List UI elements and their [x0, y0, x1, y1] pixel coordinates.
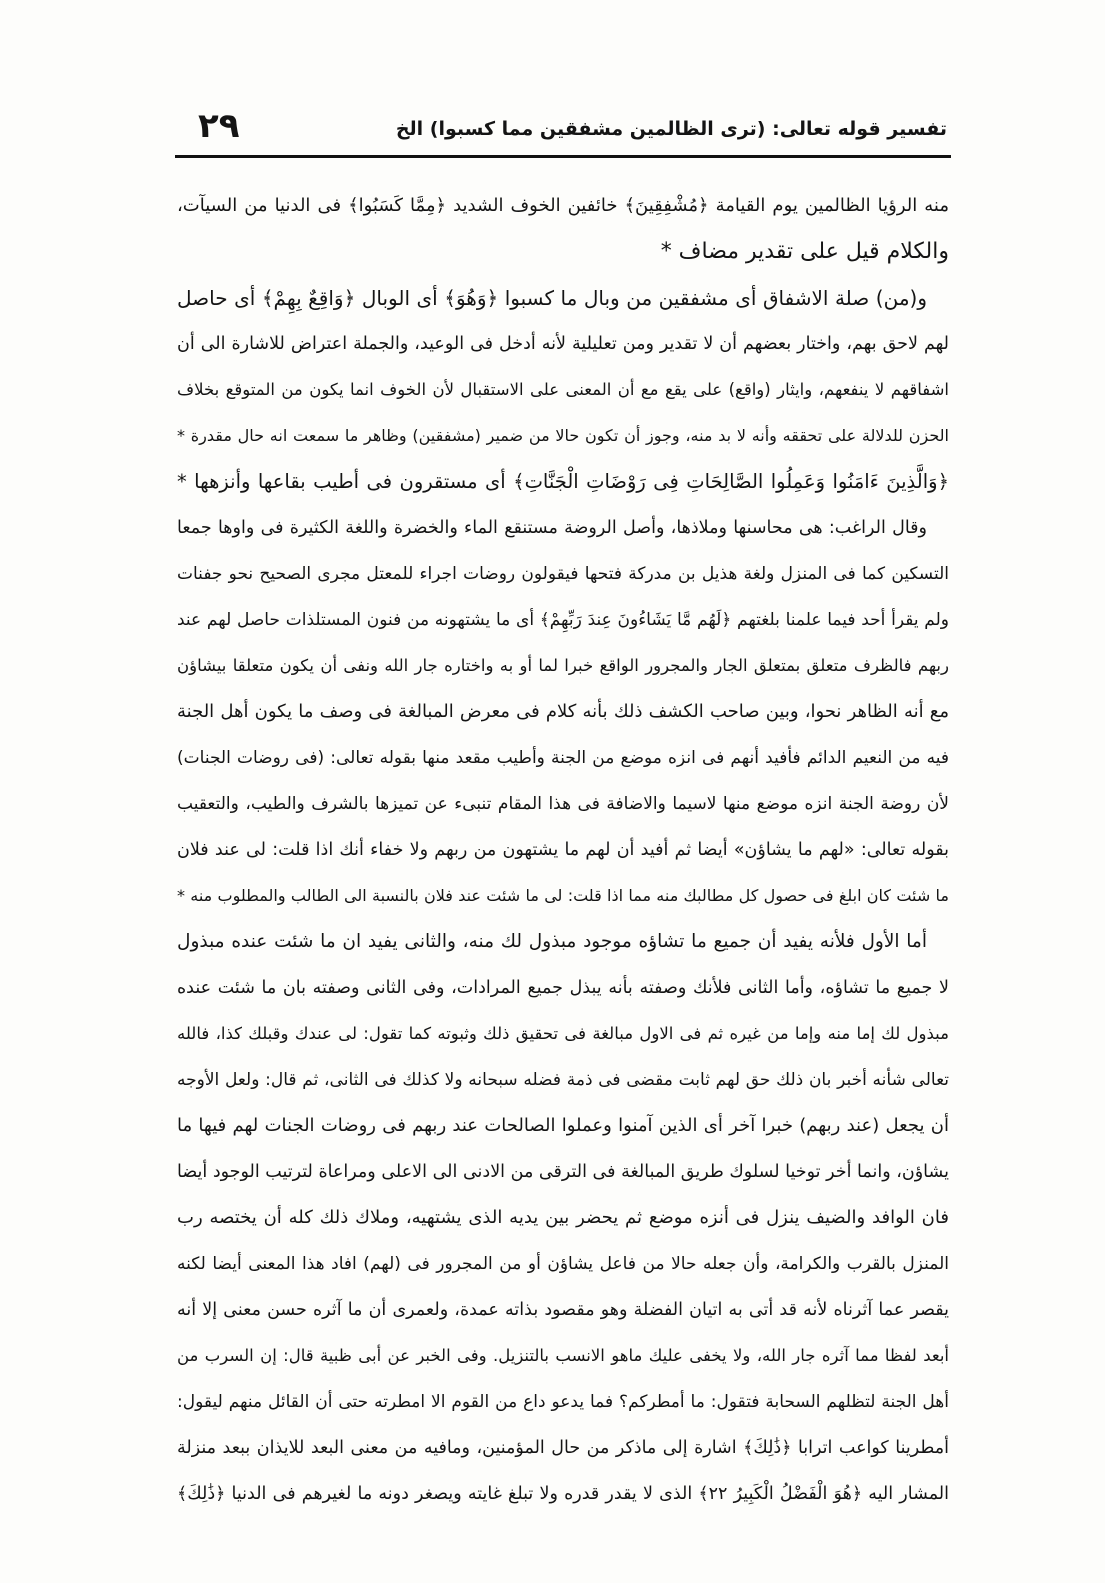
text-line: أن يجعل (عند ربهم) خبرا آخر أى الذين آمنوا وعملوا الصالحات عند ربهم فى روضات الجنات لهم فيها ما: [177, 1115, 949, 1136]
text-line: منه الرؤيا الظالمين يوم القيامة ﴿مُشْفِقِينَ﴾ خائفين الخوف الشديد ﴿مِمَّا كَسَبُوا﴾ فى الدنيا من السيآت،: [177, 195, 949, 216]
text-line: لا جميع ما تشاؤه، وأما الثانى فلأنك وصفته بأنه يبذل جميع المرادات، وفى الثانى وصفته بان ما شئت عنده: [177, 978, 949, 998]
text-line: المشار اليه ﴿هُوَ الْفَضْلُ الْكَبِيرُ ٢٢﴾ الذى لا يقدر قدره ولا تبلغ غايته ويصغر دونه ما لغيرهم فى الدنيا ﴿ذَٰلِكَ﴾: [177, 1484, 949, 1504]
text-line: التسكين كما فى المنزل ولغة هذيل بن مدركة فتحها فيقولون روضات اجراء للمعتل مجرى الصحيح نحو جفنات: [177, 564, 949, 584]
text-line: الحزن للدلالة على تحققه وأنه لا بد منه، وجوز أن تكون حالا من ضمير (مشفقين) وظاهر ما سمعت انه حال مقدرة *: [177, 426, 949, 445]
text-line: وقال الراغب: هى محاسنها وملاذها، وأصل الروضة مستنقع الماء والخضرة واللغة الكثيرة فى واوها جمعا: [177, 518, 927, 538]
text-line: أهل الجنة لتظلهم السحابة فتقول: ما أمطركم؟ فما يدعو داع من القوم الا امطرته حتى أن القائل منهم ليقول:: [177, 1392, 949, 1412]
running-title: تفسير قوله تعالى: (ترى الظالمين مشفقين مما كسبوا) الخ: [395, 118, 947, 140]
text-line: تعالى شأنه أخبر بان ذلك حق لهم ثابت مقضى فى ذمة فضله سبحانه ولا كذلك فى الثانى، ثم قال: ولعل الأوجه: [177, 1070, 949, 1090]
text-line: المنزل بالقرب والكرامة، وأن جعله حالا من فاعل يشاؤن أو من المجرور فى (لهم) افاد هذا المعنى أيضا لكنه: [177, 1254, 949, 1274]
text-line: ولم يقرأ أحد فيما علمنا بلغتهم ﴿لَهُم مَّا يَشَاءُونَ عِندَ رَبِّهِمْ﴾ أى ما يشتهونه من فنون المستلذات حاصل لهم عند: [177, 610, 949, 630]
text-line: فيه من النعيم الدائم فأفيد أنهم فى انزه موضع من الجنة وأطيب مقعد منها بقوله تعالى: (فى روضات الجنات): [177, 748, 949, 768]
header-rule: [175, 155, 951, 158]
text-line: مع أنه الظاهر نحوا، وبين صاحب الكشف ذلك بأنه كلام فى معرض المبالغة فى وصف ما يكون أهل الجنة: [177, 701, 949, 722]
text-line: مبذول لك إما منه وإما من غيره ثم فى الاول مبالغة فى تحقيق ذلك وثبوته كما تقول: لى عندك وقبلك كذا، فالله: [177, 1024, 949, 1043]
text-line: لهم لاحق بهم، واختار بعضهم أن لا تقدير ومن تعليلية لأنه أدخل فى الوعيد، والجملة اعتراض للاشارة الى أن: [177, 334, 949, 354]
text-line: و(من) صلة الاشفاق أى مشفقين من وبال ما كسبوا ﴿وَهُوَ﴾ أى الوبال ﴿وَاقِعٌ بِهِمْ﴾ أى حاصل: [177, 286, 927, 310]
text-line: أبعد لفظا مما آثره جار الله، ولا يخفى عليك ماهو الانسب بالتنزيل. وفى الخبر عن أبى ظبية قال: إن السرب من: [177, 1346, 949, 1365]
text-line: ربهم فالظرف متعلق بمتعلق الجار والمجرور الواقع خبرا لما أو به واختاره جار الله ونفى أن يكون متعلقا بيشاؤن: [177, 656, 949, 675]
text-line: أمطرينا كواعب اترابا ﴿ذَٰلِكَ﴾ اشارة إلى ماذكر من حال المؤمنين، ومافيه من معنى البعد للايذان ببعد منزلة: [177, 1438, 949, 1458]
text-line: ﴿وَالَّذِينَ ءَامَنُوا وَعَمِلُوا الصَّالِحَاتِ فِى رَوْضَاتِ الْجَنَّاتِ﴾ أى مستقرون فى أطيب بقاعها وأنزهها *: [177, 470, 949, 493]
text-line: فان الوافد والضيف ينزل فى أنزه موضع ثم يحضر بين يديه الذى يشتهيه، وملاك ذلك كله أن يختصه رب: [177, 1207, 949, 1228]
text-line: والكلام قيل على تقدير مضاف *: [660, 239, 949, 264]
text-line: يقصر عما آثرناه لأنه قد أتى به اتيان الفضلة وهو مقصود بذاته عمدة، ولعمرى أن ما آثره حسن معنى إلا أنه: [177, 1300, 949, 1320]
text-line: لأن روضة الجنة انزه موضع منها لاسيما والاضافة فى هذا المقام تنبىء عن تميزها بالشرف والطيب، والتعقيب: [177, 794, 949, 814]
text-line: بقوله تعالى: «لهم ما يشاؤن» أيضا ثم أفيد أن لهم ما يشتهون من ربهم ولا خفاء أنك اذا قلت: لى عند فلان: [177, 840, 949, 860]
text-body: [177, 183, 949, 1523]
text-line: اشفاقهم لا ينفعهم، وايثار (واقع) على يقع مع أن المعنى على الاستقبال لأن الخوف انما يكون من المتوقع بخلاف: [177, 380, 949, 399]
page-number: ٢٩: [198, 106, 240, 146]
text-line: أما الأول فلأنه يفيد أن جميع ما تشاؤه موجود مبذول لك منه، والثانى يفيد ان ما شئت عنده مبذول: [177, 931, 927, 952]
text-line: ما شئت كان ابلغ فى حصول كل مطالبك منه مما اذا قلت: لى ما شئت عند فلان بالنسبة الى الطالب والمطلوب منه *: [177, 886, 949, 905]
text-line: يشاؤن، وانما أخر توخيا لسلوك طريق المبالغة فى الترقى من الادنى الى الاعلى ومراعاة لترتيب الوجود أيضا: [177, 1162, 949, 1182]
